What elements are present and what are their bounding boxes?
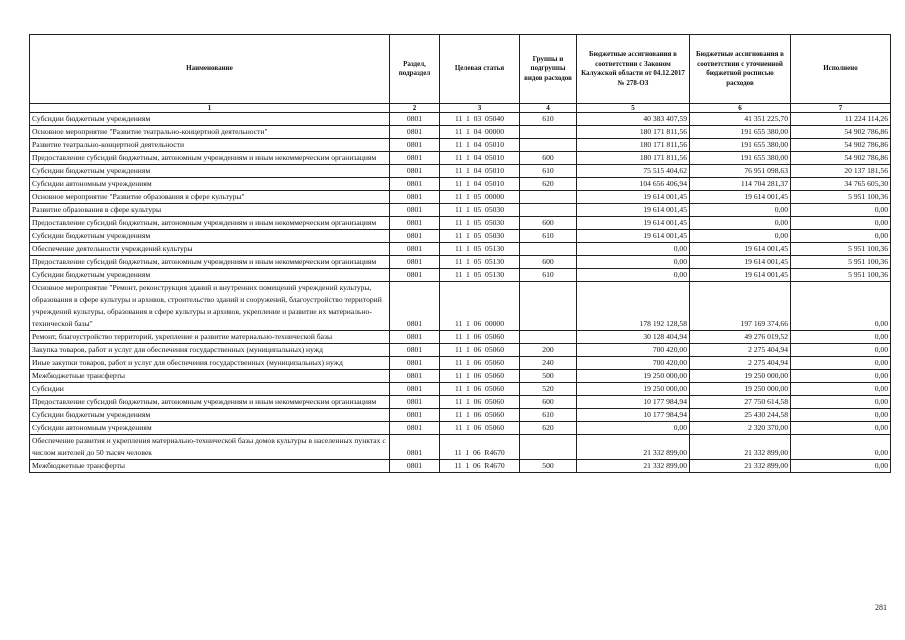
row-plan-allocation: 41 351 225,70 [690, 113, 791, 126]
table-body [30, 113, 891, 473]
row-law-allocation: 0,00 [577, 269, 690, 282]
row-executed: 5 951 100,36 [791, 256, 891, 269]
row-law-allocation: 0,00 [577, 243, 690, 256]
row-article: 11 1 03 05040 [440, 113, 520, 126]
row-executed: 0,00 [791, 396, 891, 409]
row-executed: 0,00 [791, 435, 891, 460]
table-row [30, 139, 891, 152]
column-number: 6 [690, 104, 791, 113]
header-name: Наименование [30, 35, 390, 104]
table-row [30, 126, 891, 139]
row-section: 0801 [390, 383, 440, 396]
row-article: 11 1 06 05060 [440, 396, 520, 409]
row-name: Предоставление субсидий бюджетным, автономным учреждениям и иным некоммерческим организациям [30, 256, 390, 269]
row-section: 0801 [390, 460, 440, 473]
row-group: 200 [520, 344, 577, 357]
table-row [30, 191, 891, 204]
row-plan-allocation: 25 430 244,58 [690, 409, 791, 422]
row-plan-allocation: 27 750 614,58 [690, 396, 791, 409]
page-number: 281 [875, 603, 887, 612]
row-group: 610 [520, 230, 577, 243]
header-law-allocations: Бюджетные ассигнования в соответствии с Законом Калужской области от 04.12.2017 № 278-ОЗ [577, 35, 690, 104]
row-plan-allocation: 76 951 098,63 [690, 165, 791, 178]
row-group: 600 [520, 217, 577, 230]
table-row [30, 178, 891, 191]
row-name: Субсидии бюджетным учреждениям [30, 165, 390, 178]
row-article: 11 1 06 05060 [440, 331, 520, 344]
row-executed: 0,00 [791, 383, 891, 396]
row-group: 610 [520, 165, 577, 178]
row-group: 520 [520, 383, 577, 396]
row-name: Субсидии автономным учреждениям [30, 422, 390, 435]
row-group: 500 [520, 460, 577, 473]
row-group: 620 [520, 178, 577, 191]
row-plan-allocation: 19 250 000,00 [690, 370, 791, 383]
row-executed: 0,00 [791, 230, 891, 243]
row-name: Предоставление субсидий бюджетным, автономным учреждениям и иным некоммерческим организациям [30, 217, 390, 230]
row-section: 0801 [390, 178, 440, 191]
row-article: 11 1 06 05060 [440, 409, 520, 422]
row-name: Субсидии бюджетным учреждениям [30, 113, 390, 126]
row-law-allocation: 180 171 811,56 [577, 139, 690, 152]
table-row [30, 370, 891, 383]
row-section: 0801 [390, 256, 440, 269]
row-name: Субсидии бюджетным учреждениям [30, 409, 390, 422]
row-group [520, 126, 577, 139]
table-row [30, 269, 891, 282]
row-article: 11 1 05 05130 [440, 243, 520, 256]
row-plan-allocation: 2 275 404,94 [690, 357, 791, 370]
row-name: Предоставление субсидий бюджетным, автономным учреждениям и иным некоммерческим организациям [30, 152, 390, 165]
row-section: 0801 [390, 435, 440, 460]
row-plan-allocation: 0,00 [690, 217, 791, 230]
header-article: Целевая статья [440, 35, 520, 104]
row-article: 11 1 06 05060 [440, 344, 520, 357]
row-executed: 0,00 [791, 217, 891, 230]
row-section: 0801 [390, 370, 440, 383]
row-executed: 0,00 [791, 409, 891, 422]
row-section: 0801 [390, 165, 440, 178]
row-section: 0801 [390, 113, 440, 126]
table-row [30, 230, 891, 243]
row-group: 610 [520, 409, 577, 422]
row-executed: 0,00 [791, 204, 891, 217]
row-law-allocation: 21 332 899,00 [577, 435, 690, 460]
row-name: Обеспечение развития и укрепления материально-технической базы домов культуры в населенных пунктах с числом жителей до 50 тысяч человек [30, 435, 390, 460]
row-article: 11 1 05 05030 [440, 217, 520, 230]
row-section: 0801 [390, 204, 440, 217]
row-name: Развитие образования в сфере культуры [30, 204, 390, 217]
table-row [30, 165, 891, 178]
row-article: 11 1 05 05030 [440, 230, 520, 243]
row-article: 11 1 05 05030 [440, 204, 520, 217]
row-group: 610 [520, 113, 577, 126]
column-number: 1 [30, 104, 390, 113]
row-executed: 34 765 605,30 [791, 178, 891, 191]
header-section: Раздел, подраздел [390, 35, 440, 104]
row-executed: 54 902 786,86 [791, 152, 891, 165]
row-plan-allocation: 0,00 [690, 230, 791, 243]
row-group: 600 [520, 396, 577, 409]
table-row [30, 409, 891, 422]
table-row [30, 256, 891, 269]
row-law-allocation: 19 250 000,00 [577, 370, 690, 383]
row-group [520, 204, 577, 217]
row-article: 11 1 04 05010 [440, 152, 520, 165]
row-name: Субсидии бюджетным учреждениям [30, 269, 390, 282]
row-law-allocation: 0,00 [577, 256, 690, 269]
row-group: 500 [520, 370, 577, 383]
row-plan-allocation: 19 614 001,45 [690, 191, 791, 204]
row-group [520, 191, 577, 204]
row-executed: 0,00 [791, 331, 891, 344]
row-article: 11 1 04 05010 [440, 178, 520, 191]
row-article: 11 1 06 05060 [440, 357, 520, 370]
table-row [30, 152, 891, 165]
row-name: Ремонт, благоустройство территорий, укрепление и развитие материально-технической базы [30, 331, 390, 344]
table-row [30, 435, 891, 460]
row-law-allocation: 700 420,00 [577, 344, 690, 357]
column-number: 2 [390, 104, 440, 113]
row-section: 0801 [390, 344, 440, 357]
row-executed: 0,00 [791, 344, 891, 357]
row-article: 11 1 05 00000 [440, 191, 520, 204]
row-name: Межбюджетные трансферты [30, 370, 390, 383]
column-number: 3 [440, 104, 520, 113]
table-row [30, 113, 891, 126]
row-law-allocation: 19 614 001,45 [577, 204, 690, 217]
row-section: 0801 [390, 243, 440, 256]
header-executed: Исполнено [791, 35, 891, 104]
row-law-allocation: 75 515 404,62 [577, 165, 690, 178]
row-plan-allocation: 21 332 899,00 [690, 435, 791, 460]
row-group: 240 [520, 357, 577, 370]
row-section: 0801 [390, 409, 440, 422]
row-law-allocation: 0,00 [577, 422, 690, 435]
table-row [30, 357, 891, 370]
table-row [30, 217, 891, 230]
row-plan-allocation: 197 169 374,66 [690, 282, 791, 331]
row-plan-allocation: 19 614 001,45 [690, 256, 791, 269]
row-section: 0801 [390, 191, 440, 204]
row-name: Развитие театрально-концертной деятельности [30, 139, 390, 152]
row-law-allocation: 40 383 407,59 [577, 113, 690, 126]
table-row [30, 344, 891, 357]
header-plan-allocations: Бюджетные ассигнования в соответствии с уточненной бюджетной росписью расходов [690, 35, 791, 104]
row-section: 0801 [390, 269, 440, 282]
row-law-allocation: 19 250 000,00 [577, 383, 690, 396]
row-law-allocation: 180 171 811,56 [577, 126, 690, 139]
row-section: 0801 [390, 152, 440, 165]
row-plan-allocation: 2 320 370,00 [690, 422, 791, 435]
column-number-row [30, 104, 891, 113]
row-section: 0801 [390, 217, 440, 230]
row-name: Основное мероприятие "Развитие образования в сфере культуры" [30, 191, 390, 204]
row-law-allocation: 19 614 001,45 [577, 230, 690, 243]
row-section: 0801 [390, 396, 440, 409]
row-plan-allocation: 19 614 001,45 [690, 269, 791, 282]
row-name: Предоставление субсидий бюджетным, автономным учреждениям и иным некоммерческим организациям [30, 396, 390, 409]
row-law-allocation: 30 128 404,94 [577, 331, 690, 344]
row-name: Основное мероприятие "Развитие театрально-концертной деятельности" [30, 126, 390, 139]
row-law-allocation: 10 177 984,94 [577, 409, 690, 422]
row-law-allocation: 180 171 811,56 [577, 152, 690, 165]
row-executed: 0,00 [791, 370, 891, 383]
column-number: 7 [791, 104, 891, 113]
row-article: 11 1 06 00000 [440, 282, 520, 331]
row-plan-allocation: 191 655 380,00 [690, 152, 791, 165]
row-group: 600 [520, 152, 577, 165]
row-section: 0801 [390, 126, 440, 139]
row-group [520, 331, 577, 344]
row-executed: 0,00 [791, 422, 891, 435]
row-group: 600 [520, 256, 577, 269]
row-section: 0801 [390, 230, 440, 243]
row-executed: 20 137 181,56 [791, 165, 891, 178]
row-article: 11 1 05 05130 [440, 269, 520, 282]
row-executed: 0,00 [791, 460, 891, 473]
row-group [520, 139, 577, 152]
row-law-allocation: 19 614 001,45 [577, 191, 690, 204]
row-section: 0801 [390, 357, 440, 370]
row-group: 620 [520, 422, 577, 435]
row-plan-allocation: 2 275 404,94 [690, 344, 791, 357]
row-name: Иные закупки товаров, работ и услуг для обеспечения государственных (муниципальных) нужд [30, 357, 390, 370]
row-section: 0801 [390, 282, 440, 331]
row-executed: 54 902 786,86 [791, 139, 891, 152]
row-executed: 5 951 100,36 [791, 191, 891, 204]
row-group [520, 435, 577, 460]
column-number: 5 [577, 104, 690, 113]
row-plan-allocation: 21 332 899,00 [690, 460, 791, 473]
row-law-allocation: 104 656 406,94 [577, 178, 690, 191]
row-plan-allocation: 191 655 380,00 [690, 139, 791, 152]
header-row [30, 35, 891, 104]
budget-table [29, 34, 891, 473]
row-section: 0801 [390, 139, 440, 152]
row-group [520, 282, 577, 331]
row-law-allocation: 21 332 899,00 [577, 460, 690, 473]
row-executed: 5 951 100,36 [791, 269, 891, 282]
row-article: 11 1 06 05060 [440, 370, 520, 383]
row-law-allocation: 19 614 001,45 [577, 217, 690, 230]
column-number: 4 [520, 104, 577, 113]
row-executed: 11 224 114,26 [791, 113, 891, 126]
row-article: 11 1 04 05010 [440, 165, 520, 178]
table-row [30, 331, 891, 344]
row-section: 0801 [390, 422, 440, 435]
table-row [30, 422, 891, 435]
table-row [30, 204, 891, 217]
row-law-allocation: 178 192 128,58 [577, 282, 690, 331]
row-article: 11 1 06 05060 [440, 383, 520, 396]
row-executed: 54 902 786,86 [791, 126, 891, 139]
row-name: Субсидии бюджетным учреждениям [30, 230, 390, 243]
row-article: 11 1 04 00000 [440, 126, 520, 139]
table-row [30, 396, 891, 409]
row-plan-allocation: 19 250 000,00 [690, 383, 791, 396]
row-law-allocation: 700 420,00 [577, 357, 690, 370]
row-article: 11 1 06 05060 [440, 422, 520, 435]
table-row [30, 243, 891, 256]
row-group [520, 243, 577, 256]
row-plan-allocation: 114 704 281,37 [690, 178, 791, 191]
row-article: 11 1 06 R4670 [440, 460, 520, 473]
row-name: Субсидии [30, 383, 390, 396]
row-plan-allocation: 19 614 001,45 [690, 243, 791, 256]
row-name: Основное мероприятие "Ремонт, реконструкция зданий и внутренних помещений учреждений культуры, образования в сфере культуры и архивов, строительство зданий и сооружений, благоустройство территорий учреждений культуры, образования в сфере культуры и архивов, укрепление и развитие их материально-технической базы" [30, 282, 390, 331]
row-name: Обеспечение деятельности учреждений культуры [30, 243, 390, 256]
row-section: 0801 [390, 331, 440, 344]
row-name: Межбюджетные трансферты [30, 460, 390, 473]
row-plan-allocation: 49 276 019,52 [690, 331, 791, 344]
table-row [30, 383, 891, 396]
row-executed: 0,00 [791, 282, 891, 331]
row-law-allocation: 10 177 984,94 [577, 396, 690, 409]
table-row [30, 282, 891, 331]
row-article: 11 1 04 05010 [440, 139, 520, 152]
row-name: Закупка товаров, работ и услуг для обеспечения государственных (муниципальных) нужд [30, 344, 390, 357]
row-plan-allocation: 191 655 380,00 [690, 126, 791, 139]
row-executed: 0,00 [791, 357, 891, 370]
row-article: 11 1 06 R4670 [440, 435, 520, 460]
header-group: Группы и подгруппы видов расходов [520, 35, 577, 104]
row-group: 610 [520, 269, 577, 282]
row-article: 11 1 05 05130 [440, 256, 520, 269]
row-plan-allocation: 0,00 [690, 204, 791, 217]
table-row [30, 460, 891, 473]
row-name: Субсидии автономным учреждениям [30, 178, 390, 191]
row-executed: 5 951 100,36 [791, 243, 891, 256]
